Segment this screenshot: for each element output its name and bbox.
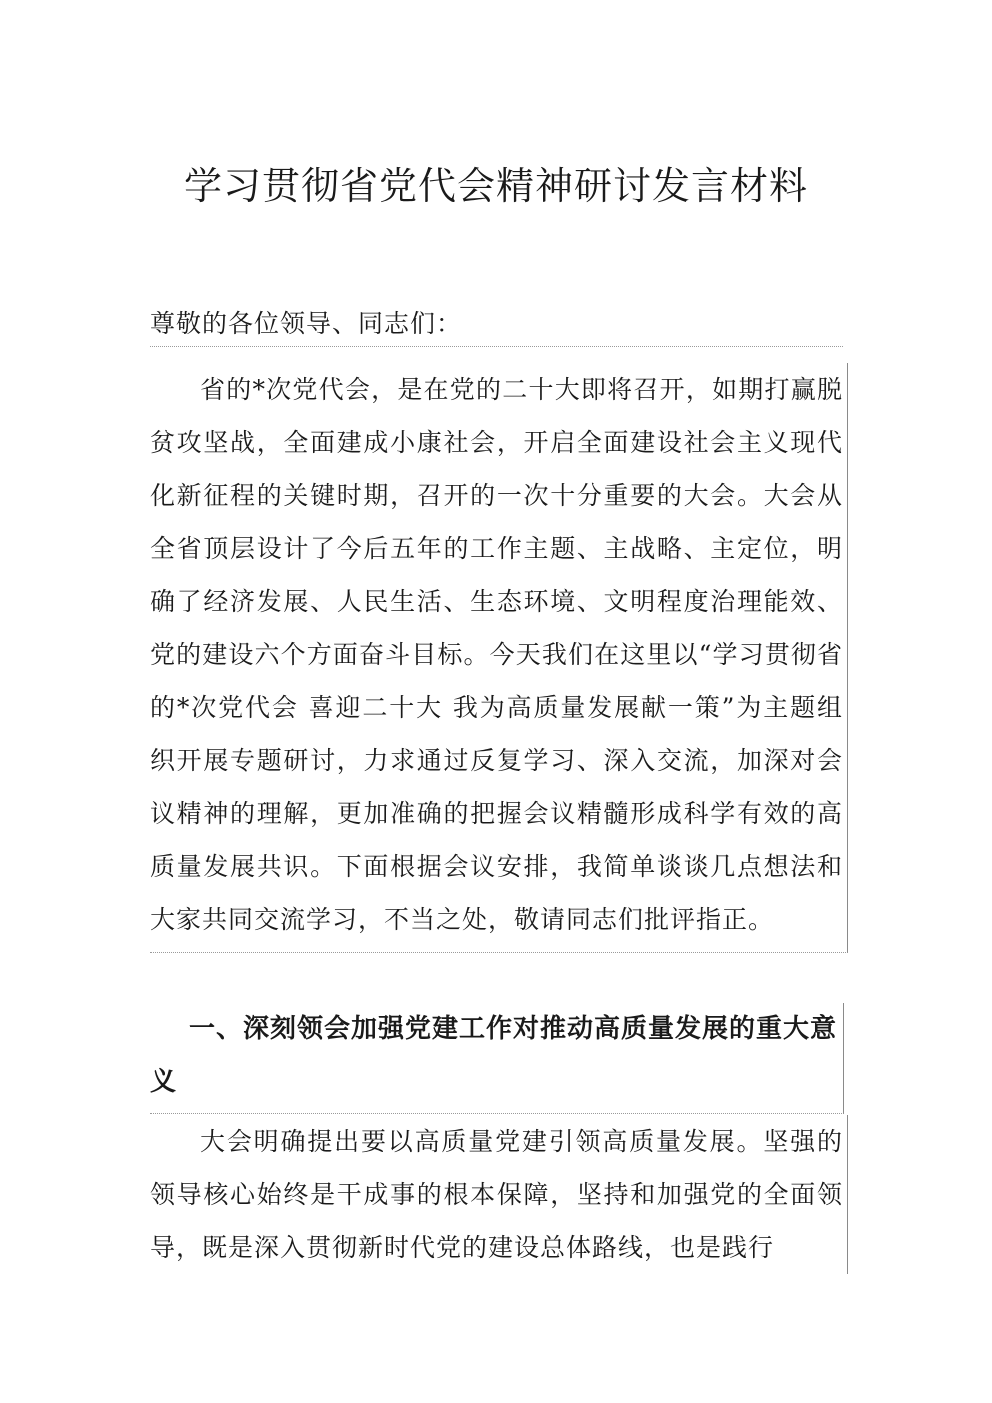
salutation: 尊敬的各位领导、同志们： (150, 304, 843, 347)
document-title: 学习贯彻省党代会精神研讨发言材料 (183, 164, 808, 208)
paragraph-section-1: 大会明确提出要以高质量党建引领高质量发展。坚强的领导核心始终是干成事的根本保障，坚持和加强党的全面领导，既是深入贯彻新时代党的建设总体路线，也是践行 (150, 1115, 848, 1274)
section-heading-1: 一、深刻领会加强党建工作对推动高质量发展的重大意义 (150, 1003, 844, 1114)
paragraph-intro: 省的*次党代会，是在党的二十大即将召开，如期打赢脱贫攻坚战，全面建成小康社会，开启全面建设社会主义现代化新征程的关键时期，召开的一次十分重要的大会。大会从全省顶层设计了今后五年的工作主题、主战略、主定位，明确了经济发展、人民生活、生态环境、文明程度治理能效、党的建设六个方面奋斗目标。今天我们在这里以“学习贯彻省的*次党代会 喜迎二十大 我为高质量发展献一策”为主题组织开展专题研讨，力求通过反复学习、深入交流，加深对会议精神的理解，更加准确的把握会议精髓形成科学有效的高质量发展共识。下面根据会议安排，我简单谈谈几点想法和大家共同交流学习，不当之处，敬请同志们批评指正。 (150, 363, 848, 953)
